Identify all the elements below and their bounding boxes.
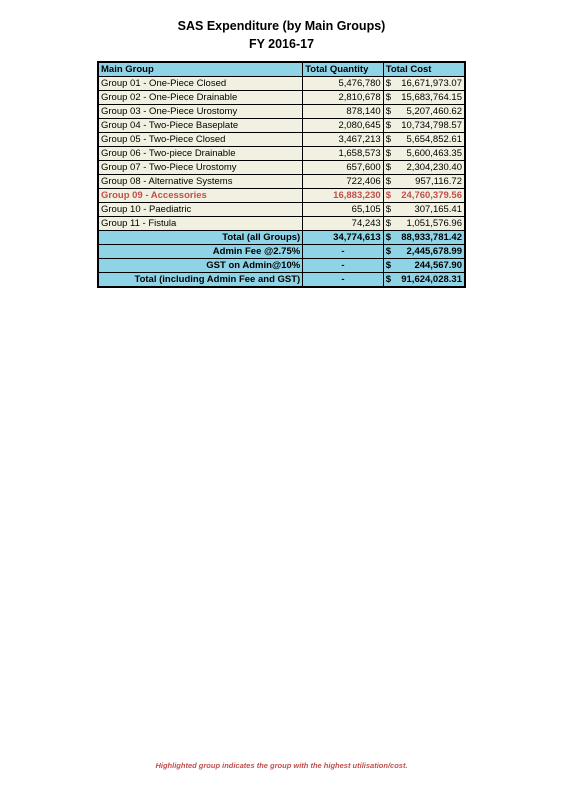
total-cost: 10,734,798.57 [395,119,465,133]
summary-row-total [98,231,465,245]
summary-label: Admin Fee @2.75% [98,245,303,259]
summary-row-admin-fee [98,245,465,259]
summary-cost: 244,567.90 [395,259,465,273]
summary-quantity: - [303,273,384,288]
footnote: Highlighted group indicates the group with the highest utilisation/cost. [155,761,408,770]
total-cost: 5,600,463.35 [395,147,465,161]
currency-symbol: $ [383,105,395,119]
total-quantity: 1,658,573 [303,147,384,161]
group-name: Group 02 - One-Piece Drainable [98,91,303,105]
group-name: Group 09 - Accessories [98,189,303,203]
table-row [98,119,465,133]
group-name: Group 10 - Paediatric [98,203,303,217]
currency-symbol: $ [383,245,395,259]
table-row [98,175,465,189]
currency-symbol: $ [383,161,395,175]
document-title: SAS Expenditure (by Main Groups) [177,19,386,33]
total-cost: 957,116.72 [395,175,465,189]
total-cost: 16,671,973.07 [395,77,465,91]
currency-symbol: $ [383,259,395,273]
summary-quantity: 34,774,613 [303,231,384,245]
currency-symbol: $ [383,189,395,203]
summary-label: Total (all Groups) [98,231,303,245]
currency-symbol: $ [383,77,395,91]
total-quantity: 74,243 [303,217,384,231]
summary-cost: 88,933,781.42 [395,231,465,245]
group-name: Group 06 - Two-piece Drainable [98,147,303,161]
group-name: Group 04 - Two-Piece Baseplate [98,119,303,133]
table-row [98,133,465,147]
total-quantity: 2,810,678 [303,91,384,105]
table-header-row [98,62,465,77]
currency-symbol: $ [383,147,395,161]
currency-symbol: $ [383,203,395,217]
header-main-group: Main Group [98,62,303,77]
total-quantity: 2,080,645 [303,119,384,133]
currency-symbol: $ [383,273,395,288]
currency-symbol: $ [383,231,395,245]
total-cost: 5,654,852.61 [395,133,465,147]
table-row [98,217,465,231]
table-row [98,91,465,105]
total-cost: 5,207,460.62 [395,105,465,119]
summary-quantity: - [303,245,384,259]
currency-symbol: $ [383,133,395,147]
title-block [0,17,563,53]
total-quantity: 722,406 [303,175,384,189]
table-row-highlighted [98,189,465,203]
group-name: Group 01 - One-Piece Closed [98,77,303,91]
summary-cost: 2,445,678.99 [395,245,465,259]
total-cost: 307,165.41 [395,203,465,217]
currency-symbol: $ [383,217,395,231]
summary-row-gst [98,259,465,273]
group-name: Group 11 - Fistula [98,217,303,231]
total-quantity: 878,140 [303,105,384,119]
total-quantity: 657,600 [303,161,384,175]
currency-symbol: $ [383,175,395,189]
group-name: Group 07 - Two-Piece Urostomy [98,161,303,175]
document-subtitle: FY 2016-17 [248,37,315,51]
group-name: Group 05 - Two-Piece Closed [98,133,303,147]
table-row [98,77,465,91]
group-name: Group 08 - Alternative Systems [98,175,303,189]
currency-symbol: $ [383,91,395,105]
total-quantity: 3,467,213 [303,133,384,147]
summary-label: Total (including Admin Fee and GST) [98,273,303,288]
table-row [98,147,465,161]
summary-quantity: - [303,259,384,273]
table-row [98,161,465,175]
summary-cost: 91,624,028.31 [395,273,465,288]
summary-row-grand-total [98,273,465,288]
currency-symbol: $ [383,119,395,133]
total-quantity: 5,476,780 [303,77,384,91]
expenditure-table [97,61,466,288]
header-total-cost: Total Cost [383,62,465,77]
total-quantity: 16,883,230 [303,189,384,203]
table-row [98,203,465,217]
total-cost: 15,683,764.15 [395,91,465,105]
summary-label: GST on Admin@10% [98,259,303,273]
header-total-quantity: Total Quantity [303,62,384,77]
table-row [98,105,465,119]
total-cost: 24,760,379.56 [395,189,465,203]
total-quantity: 65,105 [303,203,384,217]
group-name: Group 03 - One-Piece Urostomy [98,105,303,119]
total-cost: 1,051,576.96 [395,217,465,231]
total-cost: 2,304,230.40 [395,161,465,175]
